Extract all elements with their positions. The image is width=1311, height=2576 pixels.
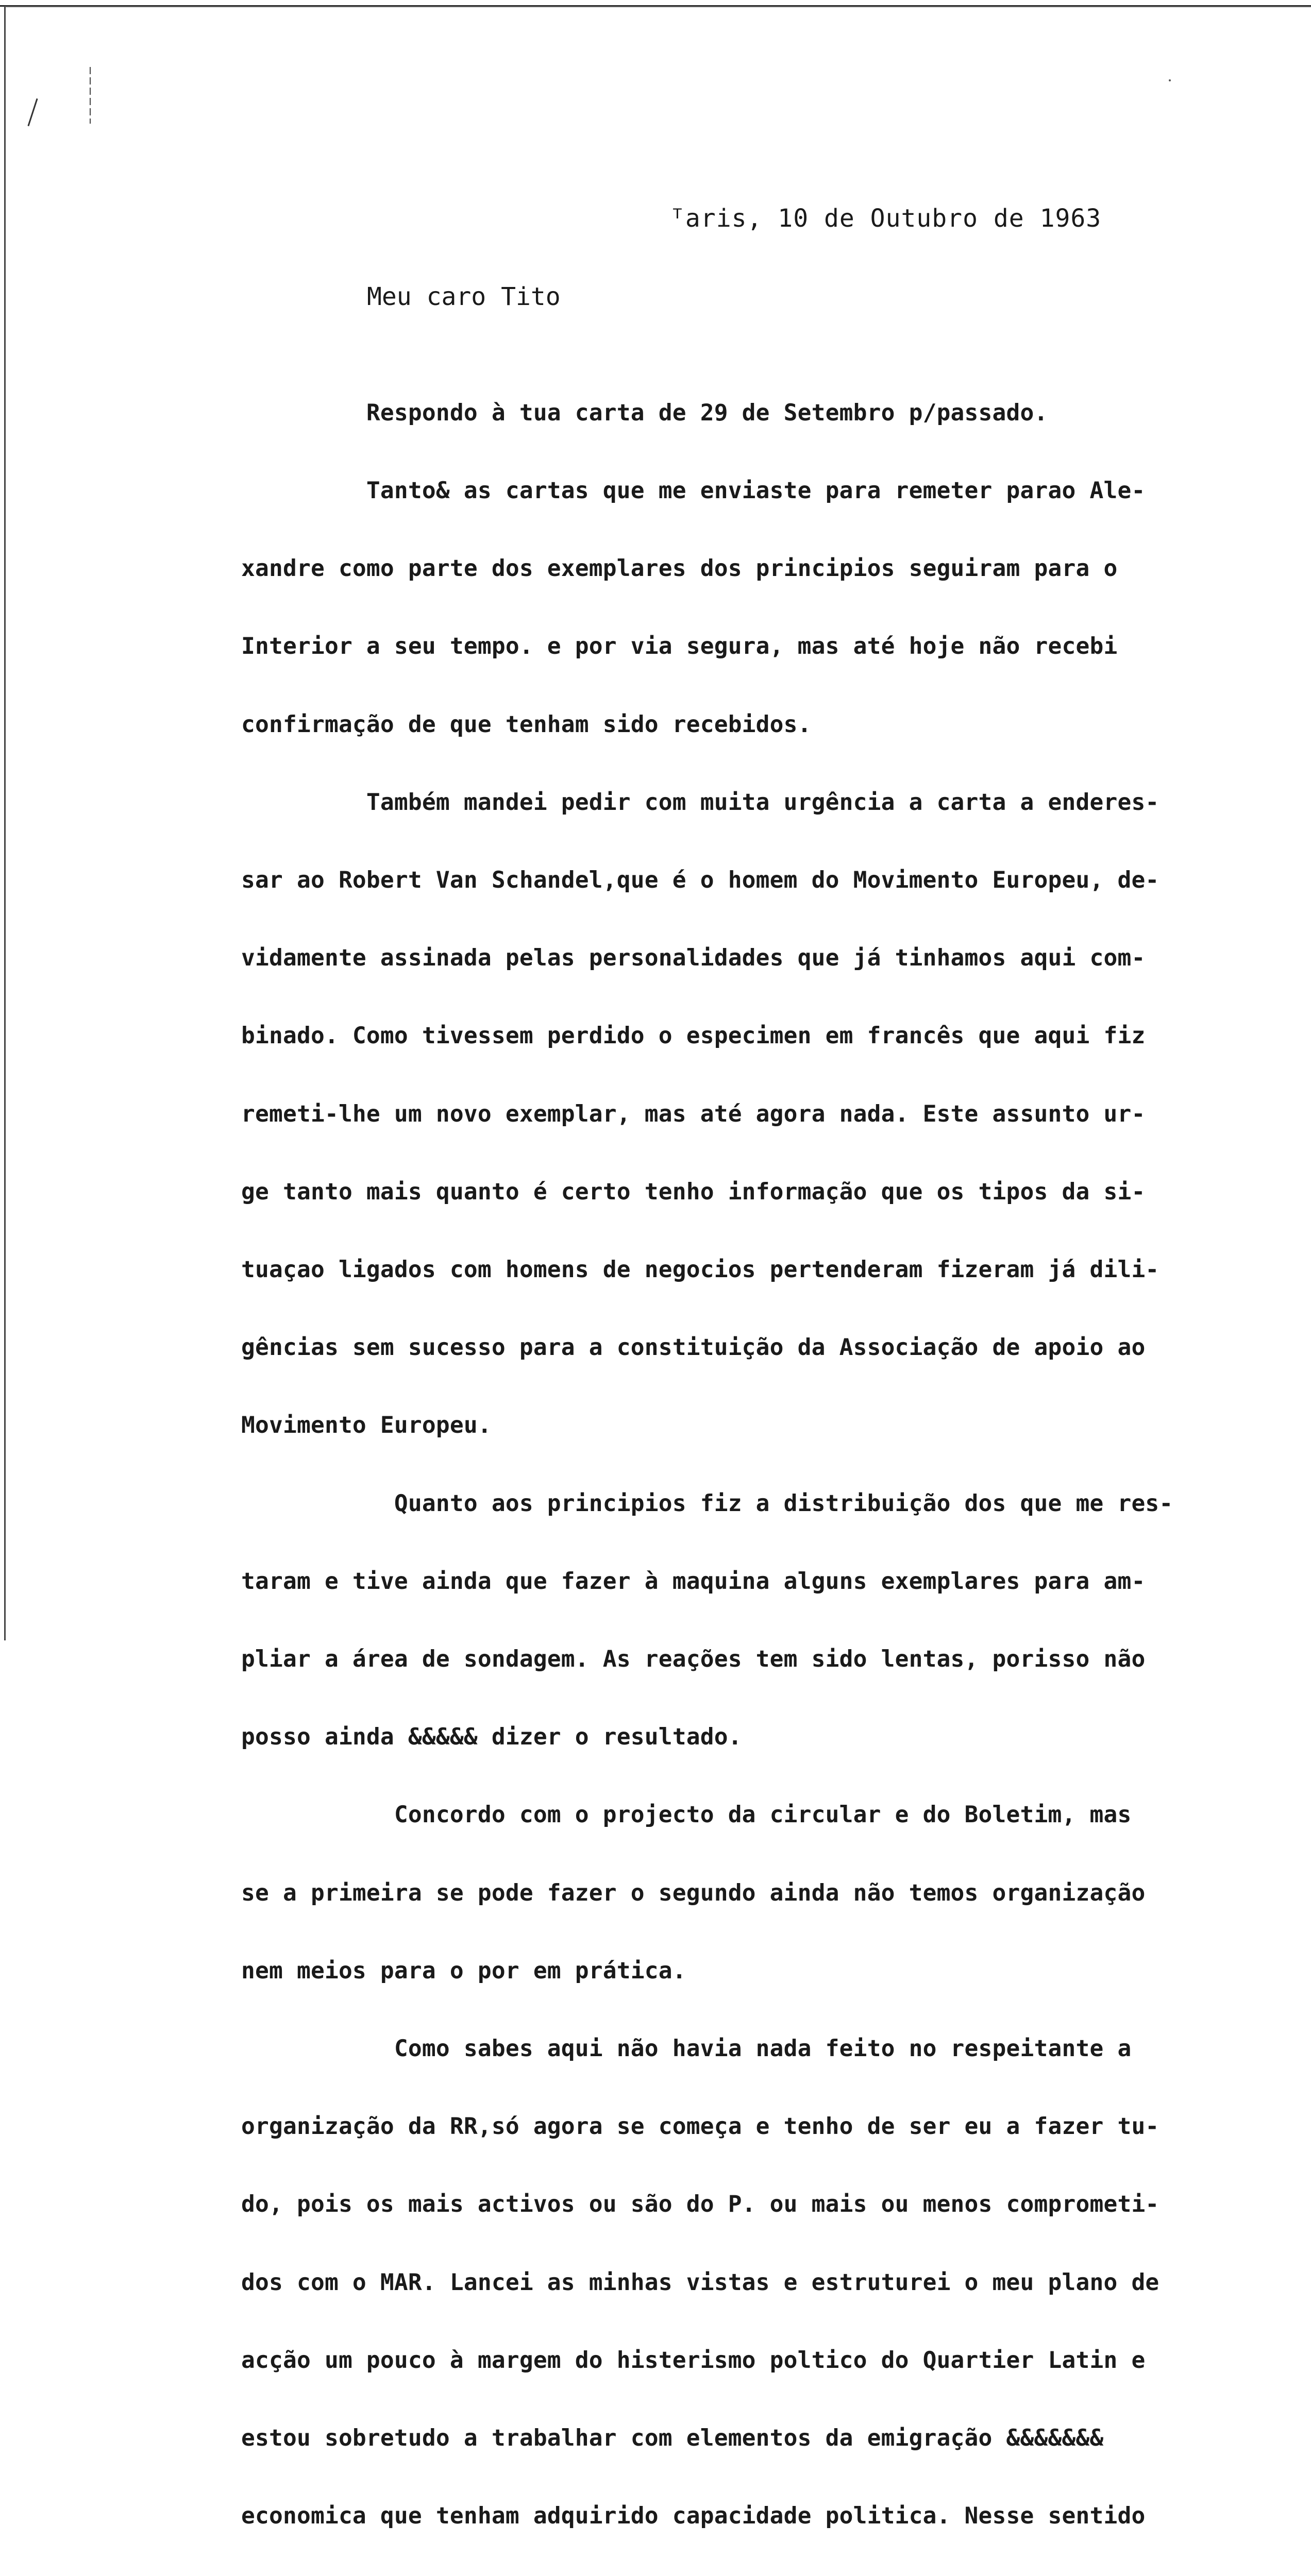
letter-line: Tanto& as cartas que me enviaste para remeter parao Ale- [241, 478, 1146, 504]
letter-line: gências sem sucesso para a constituição da Associação de apoio ao [241, 1334, 1146, 1361]
letter-line: Respondo à tua carta de 29 de Setembro p/passado. [241, 399, 1048, 426]
letter-dateline: ᵀaris, 10 de Outubro de 1963 [670, 204, 1102, 233]
letter-line: binado. Como tivessem perdido o especimen em francês que aqui fiz [241, 1023, 1146, 1049]
letter-line: pliar a área de sondagem. As reações tem sido lentas, porisso não [241, 1646, 1146, 1673]
ink-speck [1169, 79, 1171, 81]
letter-line: do, pois os mais activos ou são do P. ou mais ou menos comprometi- [241, 2191, 1159, 2218]
letter-line: tuaçao ligados com homens de negocios pertenderam fizeram já dili- [241, 1257, 1159, 1283]
letter-line: organização da RR,só agora se começa e tenho de ser eu a fazer tu- [241, 2113, 1159, 2140]
letter-line: ge tanto mais quanto é certo tenho informação que os tipos da si- [241, 1178, 1146, 1205]
letter-line: Concordo com o projecto da circular e do Boletim, mas [241, 1802, 1132, 1828]
letter-line: Interior a seu tempo. e por via segura, mas até hoje não recebi [241, 633, 1118, 660]
letter-line: vidamente assinada pelas personalidades que já tinhamos aqui com- [241, 945, 1146, 972]
letter-line: Também mandei pedir com muita urgência a carta a enderes- [241, 789, 1159, 816]
letter-line: acção um pouco à margem do histerismo poltico do Quartier Latin e [241, 2347, 1146, 2374]
letter-line: remeti-lhe um novo exemplar, mas até agora nada. Este assunto ur- [241, 1100, 1146, 1127]
letter-line: posso ainda &&&&& dizer o resultado. [241, 1724, 742, 1751]
letter-line: sar ao Robert Van Schandel,que é o homem do Movimento Europeu, de- [241, 867, 1159, 894]
letter-line: Quanto aos principios fiz a distribuição dos que me res- [241, 1490, 1173, 1517]
letter-line: nem meios para o por em prática. [241, 1957, 686, 1984]
margin-pencil-mark-dashed [90, 67, 91, 124]
letter-line: se a primeira se pode fazer o segundo ainda não temos organização [241, 1879, 1146, 1906]
letter-line: dos com o MAR. Lancei as minhas vistas e estruturei o meu plano de [241, 2269, 1159, 2296]
letter-line: economica que tenham adquirido capacidade politica. Nesse sentido [241, 2503, 1146, 2530]
letter-salutation: Meu caro Tito [367, 282, 561, 311]
letter-line: confirmação de que tenham sido recebidos. [241, 711, 812, 738]
letter-body [241, 348, 1282, 2576]
letter-line: taram e tive ainda que fazer à maquina alguns exemplares para am- [241, 1568, 1146, 1595]
letter-line: estou sobretudo a trabalhar com elementos da emigração &&&&&&& [241, 2425, 1104, 2452]
letter-line: xandre como parte dos exemplares dos principios seguiram para o [241, 555, 1118, 582]
letter-line: Como sabes aqui não havia nada feito no respeitante a [241, 2036, 1132, 2062]
letter-line: Movimento Europeu. [241, 1412, 492, 1439]
